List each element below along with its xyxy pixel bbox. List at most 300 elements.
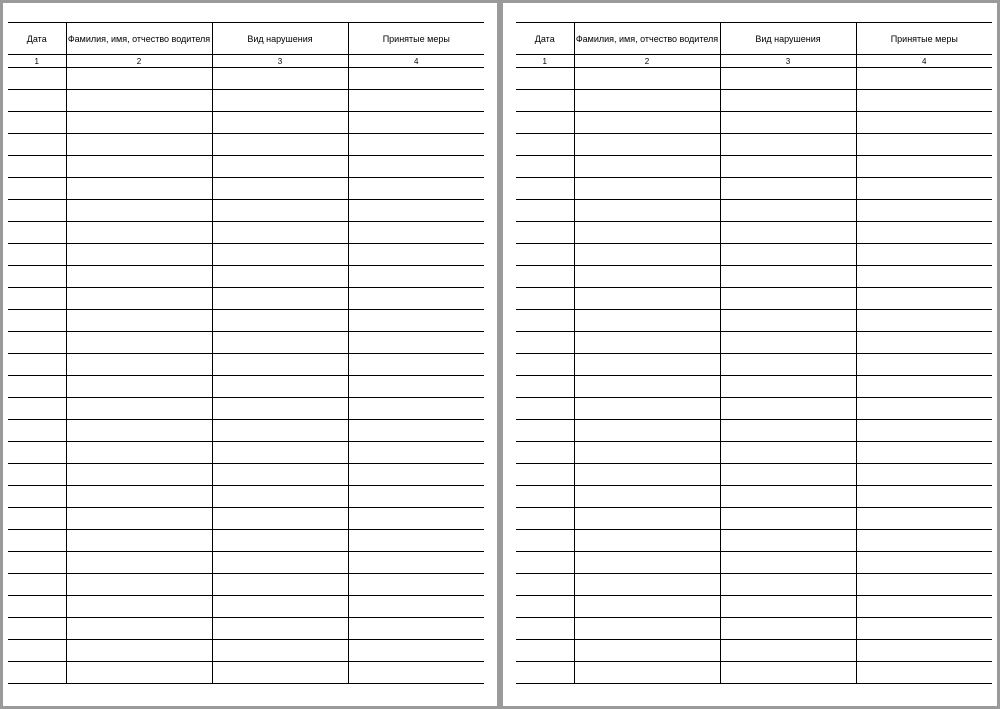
driver-name-cell	[574, 222, 720, 244]
table-row	[8, 112, 484, 134]
driver-name-cell	[574, 530, 720, 552]
driver-name-cell	[66, 640, 212, 662]
date-cell	[8, 486, 66, 508]
date-cell	[516, 200, 574, 222]
measures-taken-cell	[348, 244, 484, 266]
violation-type-cell	[720, 530, 856, 552]
violation-type-cell	[212, 574, 348, 596]
measures-taken-cell	[348, 552, 484, 574]
date-cell	[8, 244, 66, 266]
driver-name-cell	[574, 310, 720, 332]
column-header-driver-name: Фамилия, имя, отчество водителя	[66, 23, 212, 55]
date-cell	[8, 178, 66, 200]
violation-type-cell	[720, 640, 856, 662]
violation-type-cell	[720, 178, 856, 200]
measures-taken-cell	[348, 596, 484, 618]
violation-type-cell	[720, 288, 856, 310]
measures-taken-cell	[348, 332, 484, 354]
table-row	[516, 68, 992, 90]
table-row	[8, 200, 484, 222]
violation-type-cell	[212, 376, 348, 398]
table-row	[516, 552, 992, 574]
column-number: 3	[212, 55, 348, 68]
table-row	[516, 596, 992, 618]
date-cell	[516, 288, 574, 310]
measures-taken-cell	[856, 200, 992, 222]
table-row	[516, 288, 992, 310]
measures-taken-cell	[856, 332, 992, 354]
measures-taken-cell	[856, 288, 992, 310]
measures-taken-cell	[856, 244, 992, 266]
measures-taken-cell	[348, 420, 484, 442]
table-row	[516, 156, 992, 178]
date-cell	[8, 464, 66, 486]
violation-type-cell	[212, 552, 348, 574]
table-row	[8, 398, 484, 420]
date-cell	[516, 596, 574, 618]
driver-name-cell	[66, 134, 212, 156]
date-cell	[516, 618, 574, 640]
column-number-row	[516, 55, 992, 68]
table-row	[8, 134, 484, 156]
measures-taken-cell	[856, 134, 992, 156]
violation-type-cell	[720, 332, 856, 354]
driver-name-cell	[66, 332, 212, 354]
date-cell	[516, 90, 574, 112]
date-cell	[8, 266, 66, 288]
measures-taken-cell	[348, 90, 484, 112]
date-cell	[516, 640, 574, 662]
violation-type-cell	[212, 464, 348, 486]
violation-type-cell	[212, 662, 348, 684]
table-row	[516, 420, 992, 442]
driver-name-cell	[574, 398, 720, 420]
driver-name-cell	[66, 552, 212, 574]
table-row	[516, 464, 992, 486]
table-row	[8, 178, 484, 200]
measures-taken-cell	[856, 222, 992, 244]
column-header-measures-taken: Принятые меры	[348, 23, 484, 55]
date-cell	[516, 662, 574, 684]
table-row	[516, 200, 992, 222]
table-row	[516, 574, 992, 596]
violation-type-cell	[720, 134, 856, 156]
violation-type-cell	[720, 596, 856, 618]
driver-name-cell	[66, 354, 212, 376]
driver-name-cell	[574, 332, 720, 354]
table-row	[8, 156, 484, 178]
driver-name-cell	[66, 200, 212, 222]
violation-type-cell	[212, 618, 348, 640]
measures-taken-cell	[856, 112, 992, 134]
date-cell	[516, 222, 574, 244]
driver-name-cell	[66, 222, 212, 244]
violation-type-cell	[720, 112, 856, 134]
measures-taken-cell	[856, 574, 992, 596]
driver-name-cell	[66, 662, 212, 684]
violation-type-cell	[212, 266, 348, 288]
violation-type-cell	[212, 310, 348, 332]
violation-type-cell	[720, 464, 856, 486]
driver-name-cell	[574, 376, 720, 398]
date-cell	[8, 442, 66, 464]
violation-type-cell	[720, 244, 856, 266]
column-number: 1	[8, 55, 66, 68]
table-row	[516, 222, 992, 244]
date-cell	[516, 68, 574, 90]
violations-table	[516, 22, 992, 684]
driver-name-cell	[66, 90, 212, 112]
driver-name-cell	[574, 596, 720, 618]
violation-type-cell	[720, 420, 856, 442]
table-row	[8, 288, 484, 310]
measures-taken-cell	[348, 530, 484, 552]
measures-taken-cell	[856, 618, 992, 640]
date-cell	[8, 574, 66, 596]
violation-type-cell	[720, 156, 856, 178]
date-cell	[516, 486, 574, 508]
driver-name-cell	[574, 486, 720, 508]
driver-name-cell	[66, 244, 212, 266]
measures-taken-cell	[856, 442, 992, 464]
violations-table	[8, 22, 484, 684]
driver-name-cell	[574, 508, 720, 530]
table-row	[8, 420, 484, 442]
table-row	[516, 266, 992, 288]
date-cell	[516, 244, 574, 266]
column-header-measures-taken: Принятые меры	[856, 23, 992, 55]
violation-type-cell	[720, 310, 856, 332]
table-row	[8, 530, 484, 552]
table-row	[516, 530, 992, 552]
date-cell	[516, 574, 574, 596]
column-header-date: Дата	[516, 23, 574, 55]
measures-taken-cell	[856, 508, 992, 530]
date-cell	[516, 420, 574, 442]
table-row	[8, 662, 484, 684]
driver-name-cell	[66, 508, 212, 530]
measures-taken-cell	[856, 552, 992, 574]
column-header-date: Дата	[8, 23, 66, 55]
violation-type-cell	[212, 178, 348, 200]
date-cell	[516, 112, 574, 134]
driver-name-cell	[574, 266, 720, 288]
table-row	[516, 442, 992, 464]
violation-type-cell	[720, 68, 856, 90]
date-cell	[8, 530, 66, 552]
measures-taken-cell	[856, 156, 992, 178]
date-cell	[8, 332, 66, 354]
measures-taken-cell	[348, 354, 484, 376]
header-row	[516, 23, 992, 55]
violation-type-cell	[212, 442, 348, 464]
table-row	[8, 596, 484, 618]
column-number: 2	[574, 55, 720, 68]
violation-type-cell	[212, 332, 348, 354]
date-cell	[8, 310, 66, 332]
date-cell	[516, 134, 574, 156]
driver-name-cell	[66, 288, 212, 310]
measures-taken-cell	[856, 178, 992, 200]
header-row	[8, 23, 484, 55]
violation-type-cell	[720, 442, 856, 464]
driver-name-cell	[66, 310, 212, 332]
table-row	[516, 618, 992, 640]
violation-type-cell	[212, 596, 348, 618]
measures-taken-cell	[348, 376, 484, 398]
measures-taken-cell	[348, 508, 484, 530]
violation-type-cell	[212, 530, 348, 552]
date-cell	[516, 354, 574, 376]
measures-taken-cell	[856, 376, 992, 398]
column-number: 4	[348, 55, 484, 68]
table-row	[8, 442, 484, 464]
table-row	[516, 134, 992, 156]
driver-name-cell	[574, 420, 720, 442]
table-row	[8, 68, 484, 90]
violation-type-cell	[212, 508, 348, 530]
driver-name-cell	[574, 200, 720, 222]
driver-name-cell	[66, 574, 212, 596]
column-header-violation-type: Вид нарушения	[720, 23, 856, 55]
date-cell	[516, 442, 574, 464]
driver-name-cell	[574, 288, 720, 310]
driver-name-cell	[574, 662, 720, 684]
date-cell	[8, 420, 66, 442]
violation-type-cell	[212, 134, 348, 156]
driver-name-cell	[574, 618, 720, 640]
date-cell	[8, 90, 66, 112]
measures-taken-cell	[348, 464, 484, 486]
measures-taken-cell	[856, 530, 992, 552]
table-row	[8, 222, 484, 244]
table-row	[516, 376, 992, 398]
driver-name-cell	[574, 442, 720, 464]
column-header-violation-type: Вид нарушения	[212, 23, 348, 55]
measures-taken-cell	[348, 640, 484, 662]
table-row	[516, 640, 992, 662]
violation-type-cell	[212, 200, 348, 222]
table-row	[516, 662, 992, 684]
violation-type-cell	[720, 222, 856, 244]
table-row	[8, 376, 484, 398]
measures-taken-cell	[348, 200, 484, 222]
violation-type-cell	[720, 574, 856, 596]
violation-type-cell	[720, 376, 856, 398]
date-cell	[516, 464, 574, 486]
date-cell	[8, 596, 66, 618]
measures-taken-cell	[348, 442, 484, 464]
column-number-row	[8, 55, 484, 68]
measures-taken-cell	[856, 310, 992, 332]
driver-name-cell	[574, 112, 720, 134]
table-row	[516, 310, 992, 332]
date-cell	[516, 376, 574, 398]
date-cell	[516, 310, 574, 332]
violation-type-cell	[212, 244, 348, 266]
date-cell	[8, 618, 66, 640]
date-cell	[516, 332, 574, 354]
driver-name-cell	[66, 596, 212, 618]
measures-taken-cell	[856, 398, 992, 420]
measures-taken-cell	[856, 640, 992, 662]
measures-taken-cell	[348, 134, 484, 156]
measures-taken-cell	[348, 178, 484, 200]
table-row	[8, 618, 484, 640]
measures-taken-cell	[856, 662, 992, 684]
date-cell	[8, 398, 66, 420]
measures-taken-cell	[348, 68, 484, 90]
driver-name-cell	[66, 486, 212, 508]
driver-name-cell	[574, 178, 720, 200]
violation-type-cell	[720, 486, 856, 508]
measures-taken-cell	[348, 222, 484, 244]
violation-type-cell	[212, 486, 348, 508]
violation-type-cell	[212, 398, 348, 420]
left-page	[3, 3, 497, 706]
table-row	[8, 332, 484, 354]
driver-name-cell	[574, 552, 720, 574]
driver-name-cell	[574, 244, 720, 266]
table-row	[8, 90, 484, 112]
driver-name-cell	[574, 90, 720, 112]
driver-name-cell	[574, 68, 720, 90]
driver-name-cell	[66, 464, 212, 486]
date-cell	[8, 354, 66, 376]
table-row	[516, 332, 992, 354]
driver-name-cell	[574, 156, 720, 178]
date-cell	[516, 552, 574, 574]
date-cell	[8, 112, 66, 134]
table-row	[8, 574, 484, 596]
date-cell	[8, 134, 66, 156]
right-page	[503, 3, 997, 706]
date-cell	[8, 640, 66, 662]
driver-name-cell	[66, 442, 212, 464]
date-cell	[516, 156, 574, 178]
date-cell	[516, 530, 574, 552]
date-cell	[8, 376, 66, 398]
table-row	[8, 640, 484, 662]
measures-taken-cell	[348, 486, 484, 508]
table-row	[516, 244, 992, 266]
table-row	[8, 244, 484, 266]
driver-name-cell	[66, 398, 212, 420]
violation-type-cell	[212, 90, 348, 112]
date-cell	[516, 398, 574, 420]
table-row	[516, 112, 992, 134]
measures-taken-cell	[348, 112, 484, 134]
driver-name-cell	[66, 618, 212, 640]
date-cell	[8, 222, 66, 244]
measures-taken-cell	[348, 156, 484, 178]
table-row	[516, 178, 992, 200]
violation-type-cell	[720, 90, 856, 112]
driver-name-cell	[66, 530, 212, 552]
table-row	[8, 486, 484, 508]
violation-type-cell	[212, 156, 348, 178]
table-row	[516, 508, 992, 530]
violation-type-cell	[720, 618, 856, 640]
driver-name-cell	[574, 464, 720, 486]
table-row	[8, 552, 484, 574]
date-cell	[516, 178, 574, 200]
driver-name-cell	[66, 156, 212, 178]
measures-taken-cell	[348, 398, 484, 420]
violation-type-cell	[720, 662, 856, 684]
violation-type-cell	[720, 200, 856, 222]
driver-name-cell	[66, 68, 212, 90]
measures-taken-cell	[856, 90, 992, 112]
column-number: 4	[856, 55, 992, 68]
driver-name-cell	[574, 134, 720, 156]
violation-type-cell	[720, 354, 856, 376]
table-row	[8, 508, 484, 530]
measures-taken-cell	[348, 266, 484, 288]
violation-type-cell	[212, 640, 348, 662]
driver-name-cell	[66, 178, 212, 200]
date-cell	[8, 662, 66, 684]
date-cell	[8, 288, 66, 310]
violation-type-cell	[720, 552, 856, 574]
table-row	[8, 464, 484, 486]
measures-taken-cell	[348, 618, 484, 640]
table-row	[516, 486, 992, 508]
measures-taken-cell	[856, 596, 992, 618]
date-cell	[8, 508, 66, 530]
table-row	[8, 266, 484, 288]
table-row	[516, 398, 992, 420]
measures-taken-cell	[348, 662, 484, 684]
measures-taken-cell	[856, 464, 992, 486]
table-row	[516, 354, 992, 376]
date-cell	[516, 266, 574, 288]
column-number: 2	[66, 55, 212, 68]
violation-type-cell	[212, 420, 348, 442]
measures-taken-cell	[348, 310, 484, 332]
violation-type-cell	[212, 354, 348, 376]
driver-name-cell	[66, 420, 212, 442]
date-cell	[8, 552, 66, 574]
measures-taken-cell	[856, 354, 992, 376]
measures-taken-cell	[348, 288, 484, 310]
measures-taken-cell	[856, 420, 992, 442]
violation-type-cell	[720, 266, 856, 288]
measures-taken-cell	[856, 266, 992, 288]
driver-name-cell	[66, 266, 212, 288]
driver-name-cell	[574, 354, 720, 376]
measures-taken-cell	[348, 574, 484, 596]
driver-name-cell	[66, 112, 212, 134]
date-cell	[8, 156, 66, 178]
date-cell	[8, 68, 66, 90]
violation-type-cell	[212, 112, 348, 134]
violation-type-cell	[212, 68, 348, 90]
violation-type-cell	[720, 398, 856, 420]
column-number: 3	[720, 55, 856, 68]
table-row	[516, 90, 992, 112]
measures-taken-cell	[856, 68, 992, 90]
table-row	[8, 310, 484, 332]
driver-name-cell	[574, 640, 720, 662]
date-cell	[516, 508, 574, 530]
column-header-driver-name: Фамилия, имя, отчество водителя	[574, 23, 720, 55]
column-number: 1	[516, 55, 574, 68]
table-row	[8, 354, 484, 376]
driver-name-cell	[66, 376, 212, 398]
violation-type-cell	[720, 508, 856, 530]
violation-type-cell	[212, 288, 348, 310]
